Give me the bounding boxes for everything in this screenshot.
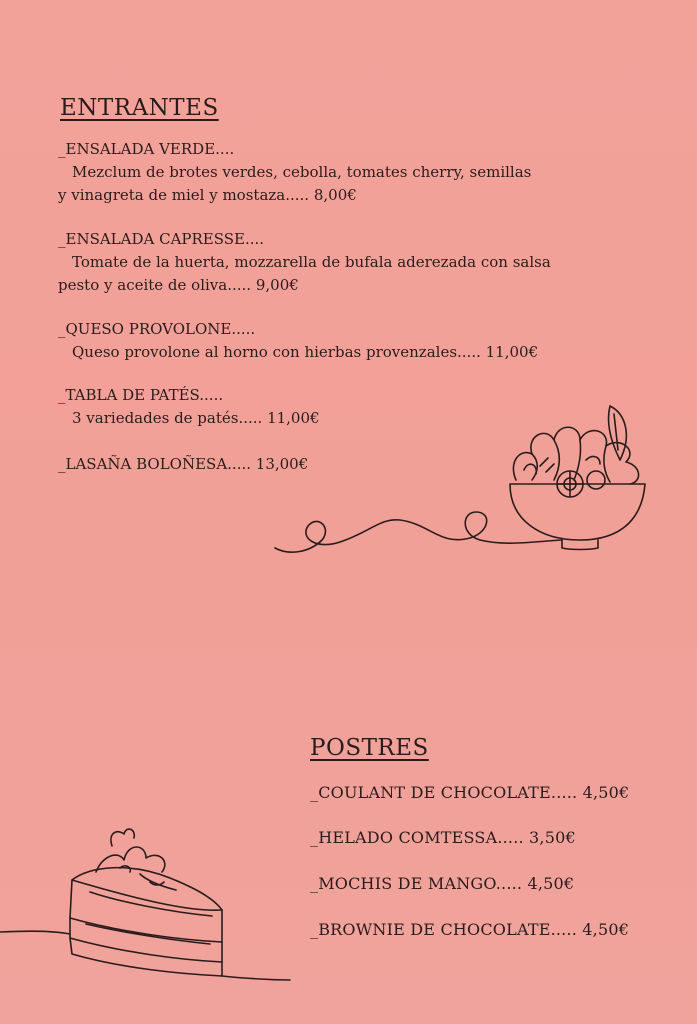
item-description-price: Queso provolone al horno con hierbas provenzales..... 11,00€ (72, 343, 539, 361)
dessert-item: _MOCHIS DE MANGO..... 4,50€ (310, 874, 575, 893)
dessert-item: _BROWNIE DE CHOCOLATE..... 4,50€ (310, 920, 630, 939)
dessert-item: _COULANT DE CHOCOLATE..... 4,50€ (310, 783, 630, 802)
item-name: _ENSALADA VERDE.... (58, 140, 235, 158)
dessert-item: _HELADO COMTESSA..... 3,50€ (310, 828, 576, 847)
item-description-price: y vinagreta de miel y mostaza..... 8,00€ (58, 186, 357, 204)
item-name-price: _LASAÑA BOLOÑESA..... 13,00€ (58, 455, 309, 473)
item-name: _ENSALADA CAPRESSE.... (58, 230, 265, 248)
menu-item-ensalada-capresse (58, 228, 551, 297)
item-description: Mezclum de brotes verdes, cebolla, tomates cherry, semillas (72, 163, 532, 181)
salad-bowl-icon (270, 400, 660, 570)
item-name: _QUESO PROVOLONE..... (58, 320, 256, 338)
item-name: _TABLA DE PATÉS..... (58, 386, 224, 404)
menu-item-queso-provolone (58, 318, 538, 364)
menu-item-ensalada-verde (58, 138, 531, 207)
postres-heading: POSTRES (310, 735, 429, 761)
cake-slice-icon (0, 820, 300, 990)
entrantes-heading: ENTRANTES (60, 95, 219, 121)
item-description-price: pesto y aceite de oliva..... 9,00€ (58, 276, 299, 294)
item-description: Tomate de la huerta, mozzarella de bufala aderezada con salsa (72, 253, 551, 271)
item-description-price: 3 variedades de patés..... 11,00€ (72, 409, 320, 427)
